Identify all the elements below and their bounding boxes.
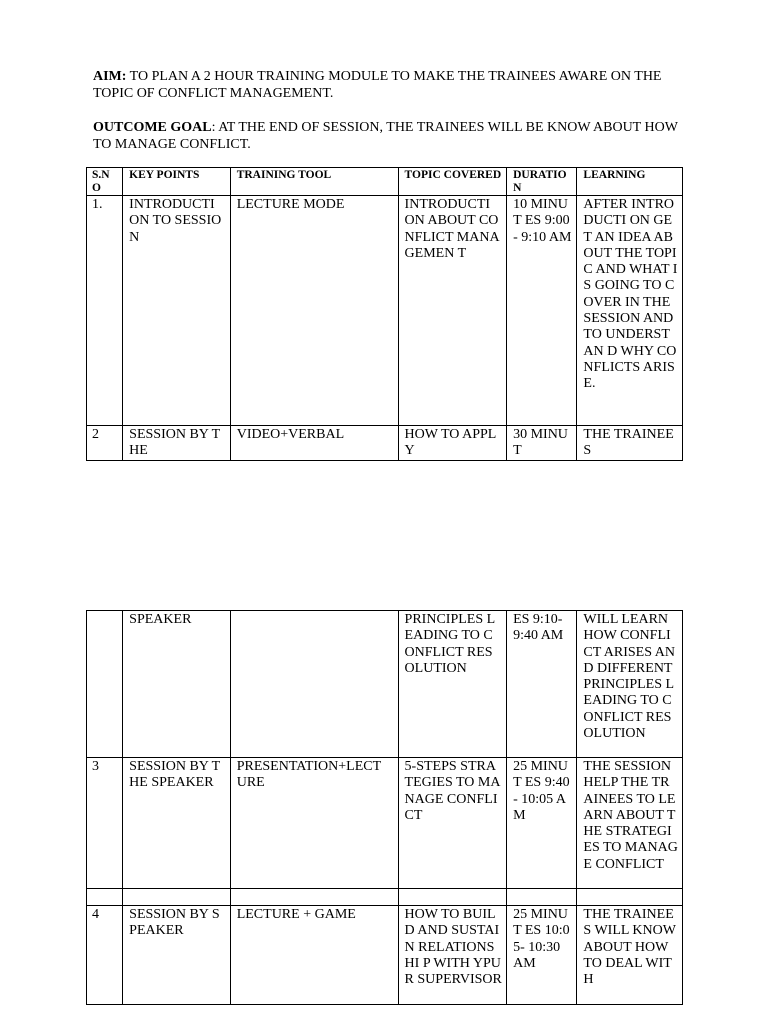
cell-learning: WILL LEARN HOW CONFLICT ARISES AND DIFFERENT PRINCIPLES LEADING TO CONFLICT RESOLUTION <box>577 611 683 758</box>
cell-key-points: SESSION BY SPEAKER <box>123 906 231 1005</box>
table-row <box>87 426 683 461</box>
cell-topic-covered: HOW TO APPLY <box>398 426 507 461</box>
table-row-empty <box>87 889 683 906</box>
cell-training-tool: LECTURE + GAME <box>230 906 398 1005</box>
cell-duration: 30 MINUT <box>507 426 577 461</box>
cell-duration <box>507 889 577 906</box>
outcome-goal-paragraph <box>93 119 693 153</box>
header-training-tool: TRAINING TOOL <box>230 168 398 196</box>
cell-learning <box>577 889 683 906</box>
outcome-goal-label: OUTCOME GOAL <box>93 120 212 135</box>
cell-training-tool <box>230 611 398 758</box>
cell-key-points: INTRODUCTI ON TO SESSION <box>123 196 231 426</box>
training-table-part-1 <box>86 167 683 461</box>
cell-training-tool <box>230 889 398 906</box>
cell-topic-covered <box>398 889 507 906</box>
cell-topic-covered: 5-STEPS STRATEGIES TO MANAGE CONFLICT <box>398 758 507 889</box>
aim-label: AIM: <box>93 69 127 84</box>
cell-topic-covered: HOW TO BUILD AND SUSTAIN RELATIONSHI P WITH YPUR SUPERVISOR <box>398 906 507 1005</box>
table-header-row <box>87 168 683 196</box>
cell-training-tool: VIDEO+VERBAL <box>230 426 398 461</box>
cell-learning: THE SESSION HELP THE TRAINEES TO LEARN ABOUT THE STRATEGIES TO MANAGE CONFLICT <box>577 758 683 889</box>
cell-sno: 2 <box>87 426 123 461</box>
header-learning: LEARNING <box>577 168 683 196</box>
cell-sno <box>87 611 123 758</box>
aim-paragraph <box>93 68 693 102</box>
cell-key-points <box>123 889 231 906</box>
header-duration: DURATIO N <box>507 168 577 196</box>
cell-learning: THE TRAINEES <box>577 426 683 461</box>
cell-duration: 25 MINUT ES 10:05- 10:30 AM <box>507 906 577 1005</box>
training-table-part-2 <box>86 610 683 1005</box>
outcome-goal-text: : AT THE END OF SESSION, THE TRAINEES WILL BE KNOW ABOUT HOW TO MANAGE CONFLICT. <box>93 120 678 152</box>
table-row <box>87 906 683 1005</box>
cell-sno: 4 <box>87 906 123 1005</box>
cell-duration: ES 9:10- 9:40 AM <box>507 611 577 758</box>
aim-text: TO PLAN A 2 HOUR TRAINING MODULE TO MAKE THE TRAINEES AWARE ON THE TOPIC OF CONFLICT MANAGEMENT. <box>93 69 662 101</box>
cell-key-points: SPEAKER <box>123 611 231 758</box>
header-key-points: KEY POINTS <box>123 168 231 196</box>
cell-sno: 3 <box>87 758 123 889</box>
cell-sno <box>87 889 123 906</box>
cell-learning: THE TRAINEES WILL KNOW ABOUT HOW TO DEAL WITH <box>577 906 683 1005</box>
cell-duration: 25 MINUT ES 9:40- 10:05 AM <box>507 758 577 889</box>
cell-sno: 1. <box>87 196 123 426</box>
cell-learning: AFTER INTRODUCTI ON GET AN IDEA ABOUT THE TOPIC AND WHAT IS GOING TO COVER IN THE SESSION AND TO UNDERSTAN D WHY CONFLICTS ARISE. <box>577 196 683 426</box>
cell-duration: 10 MINUT ES 9:00- 9:10 AM <box>507 196 577 426</box>
header-topic-covered: TOPIC COVERED <box>398 168 507 196</box>
cell-training-tool: LECTURE MODE <box>230 196 398 426</box>
cell-topic-covered: PRINCIPLES LEADING TO CONFLICT RESOLUTION <box>398 611 507 758</box>
cell-key-points: SESSION BY THE <box>123 426 231 461</box>
cell-training-tool: PRESENTATION+LECT URE <box>230 758 398 889</box>
cell-topic-covered: INTRODUCTI ON ABOUT CONFLICT MANAGEMEN T <box>398 196 507 426</box>
table-row <box>87 196 683 426</box>
header-sno: S.N O <box>87 168 123 196</box>
cell-key-points: SESSION BY THE SPEAKER <box>123 758 231 889</box>
table-row <box>87 758 683 889</box>
table-row <box>87 611 683 758</box>
